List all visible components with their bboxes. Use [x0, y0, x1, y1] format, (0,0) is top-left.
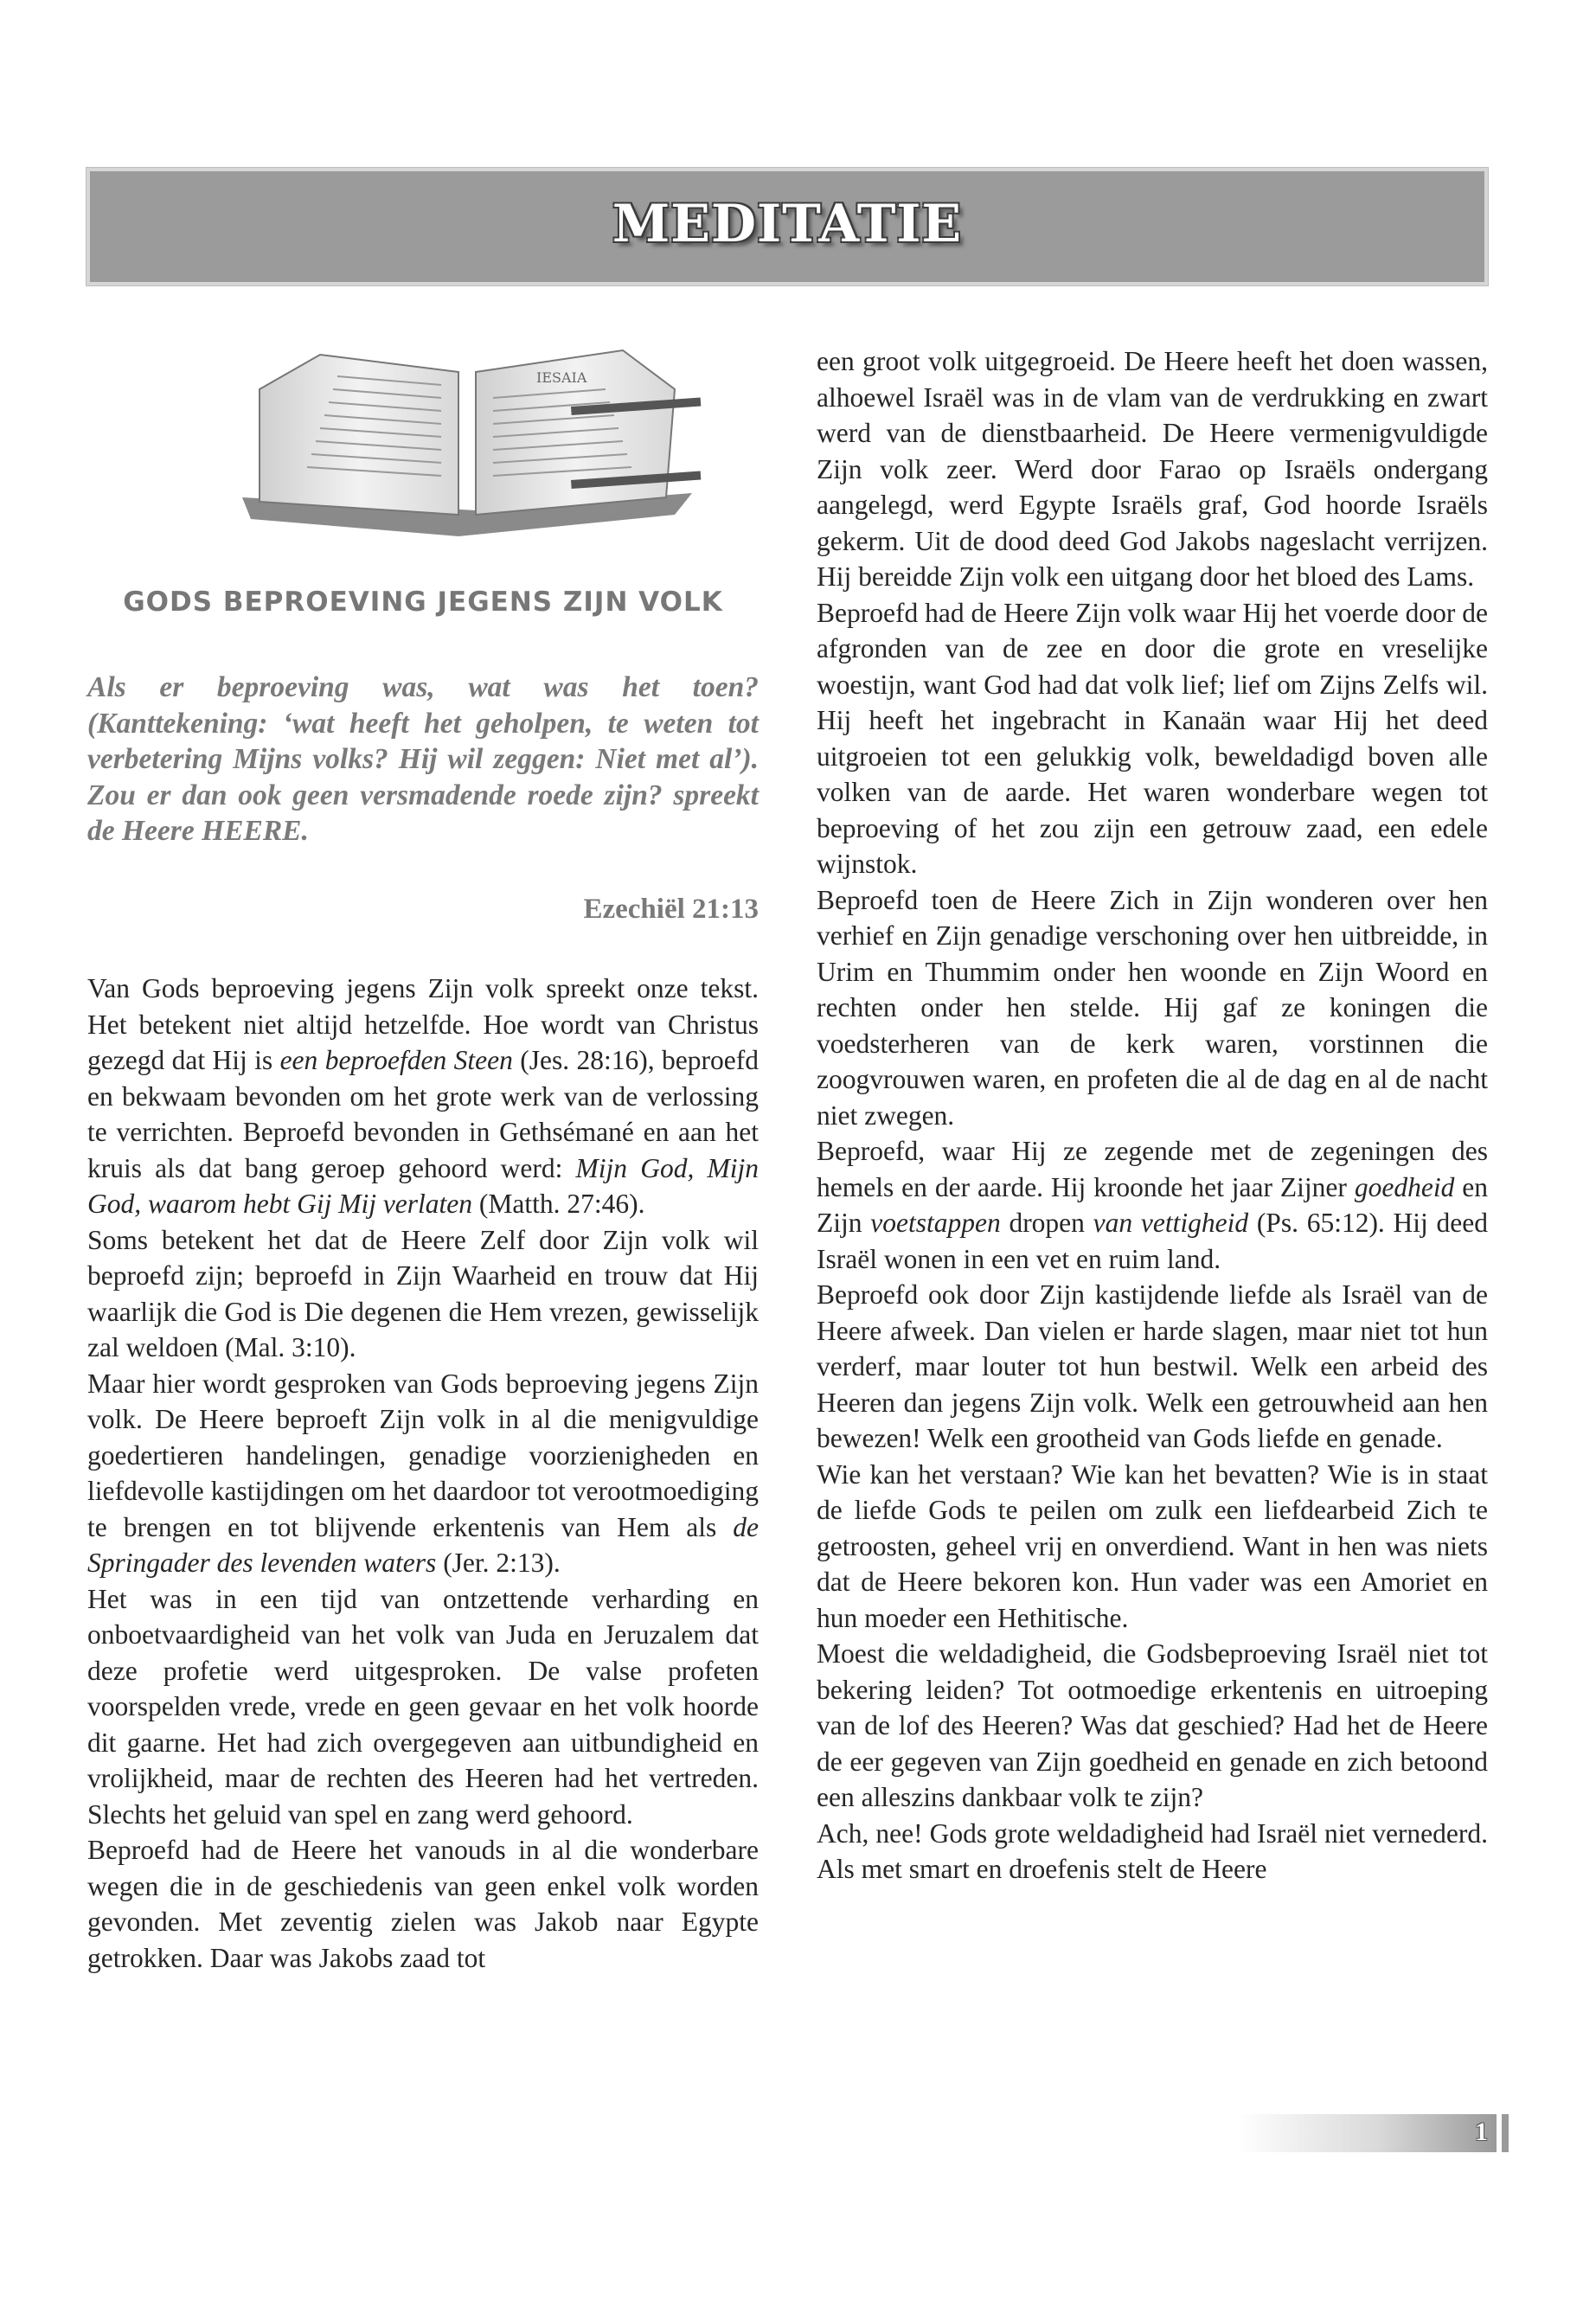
- paragraph: Moest die weldadigheid, die Godsbeproeving Israël niet tot bekering leiden? Tot ootmoedige erkentenis en uitroeping van de lof des Heeren? Was dat geschied? Had het de Heere de eer gegeven van Zijn goedheid en genade en zich betoond een alleszins dankbaar volk te zijn?: [817, 1638, 1488, 1812]
- paragraph: Wie kan het verstaan? Wie kan het bevatten? Wie is in staat de liefde Gods te peilen om zulk een liefdearbeid Zich te getroosten, geheel vrij en onverdiend. Want in hen was niets dat de Heere bekoren kon. Hun vader was een Amoriet en hun moeder een Hethitische.: [817, 1458, 1488, 1633]
- paragraph: Soms betekent het dat de Heere Zelf door Zijn volk wil beproefd zijn; beproefd in Zijn Waarheid en trouw dat Hij waarlijk die God is Die degenen die Hem vrezen, gewisselijk zal weldoen (Mal. 3:10).: [87, 1224, 759, 1362]
- page-footer: [1237, 2114, 1497, 2152]
- section-banner: [87, 168, 1488, 285]
- page-number: 1: [1475, 2118, 1488, 2146]
- bible-book-title: IESAIA: [536, 369, 587, 386]
- footer-edge: [1502, 2114, 1509, 2152]
- paragraph: Beproefd, waar Hij ze zegende met de zegeningen des hemels en der aarde. Hij kroonde het jaar Zijner goedheid en Zijn voetstappen dropen van vettigheid (Ps. 65:12). Hij deed Israël wonen in een vet en ruim land.: [817, 1136, 1489, 1274]
- banner-title: MEDITATIE: [612, 194, 963, 254]
- paragraph: een groot volk uitgegroeid. De Heere heeft het doen wassen, alhoewel Israël was in de vlam van de verdrukking en zwart werd van de dienstbaarheid. De Heere vermenigvuldigde Zijn volk zeer. Werd door Farao op Israëls ondergang aangelegd, werd Egypte Israëls graf, God hoorde Israëls gekerm. Uit de dood deed God Jakobs nageslacht verrijzen. Hij bereidde Zijn volk een uitgang door het bloed des Lams.: [817, 346, 1488, 592]
- paragraph: Beproefd ook door Zijn kastijdende liefde als Israël van de Heere afweek. Dan vielen er harde slagen, maar niet tot hun verderf, maar louter tot hun bestwil. Welk een arbeid des Heeren dan jegens Zijn volk. Welk een getrouwheid aan hen bewezen! Welk een grootheid van Gods liefde en genade.: [817, 1279, 1488, 1453]
- paragraph: Beproefd had de Heere het vanouds in al die wonderbare wegen die in de geschiedenis van geen enkel volk worden gevonden. Met zeventig zielen was Jakob naar Egypte getrokken. Daar was Jakobs zaad tot: [87, 1835, 759, 1973]
- right-column: [817, 343, 1488, 1888]
- article-heading: GODS BEPROEVING JEGENS ZIJN VOLK: [123, 586, 723, 618]
- paragraph: Beproefd toen de Heere Zich in Zijn wonderen over hen verhief en Zijn genadige verschoning over hen uitbreidde, in Urim en Thummim onder hen woonde en Zijn Woord en rechten onder hen stelde. Hij gaf ze koningen die voedsterheren van de kerk waren, vorstinnen die zoogvrouwen waren, en profeten die al de dag en al de nacht niet zwegen.: [817, 884, 1488, 1131]
- paragraph: Het was in een tijd van ontzettende verharding en onboetvaardigheid van het volk van Juda en Jeruzalem dat deze profetie werd uitgesproken. De valse profeten voorspelden vrede, vrede en geen gevaar en het volk hoorde dit gaarne. Het had zich overgegeven aan uitbundigheid en vrolijkheid, maar de rechten des Heeren had het vertreden. Slechts het geluid van spel en zang werd gehoord.: [87, 1583, 759, 1830]
- scripture-reference: Ezechiël 21:13: [583, 894, 759, 925]
- paragraph: Beproefd had de Heere Zijn volk waar Hij het voerde door de afgronden van de zee en door die grote en vreselijke woestijn, want God had dat volk lief; lief om Zijns Zelfs wil. Hij heeft het ingebracht in Kanaän waar Hij het deed uitgroeien tot een gelukkig volk, beweldadigd boven alle volken van de aarde. Het waren wonderbare wegen tot beproeving of het zou zijn een getrouw zaad, een edele wijnstok.: [817, 597, 1488, 879]
- scripture-quote: Als er beproeving was, wat was het toen? (Kanttekening: ‘wat heeft het geholpen, te weten tot verbetering Mijns volks? Hij wil zeggen: Niet met al’). Zou er dan ook geen versmadende roede zijn? spreekt de Heere HEERE.: [87, 671, 759, 847]
- open-bible-icon: [225, 337, 709, 536]
- paragraph: Van Gods beproeving jegens Zijn volk spreekt onze tekst. Het betekent niet altijd hetzelfde. Hoe wordt van Christus gezegd dat Hij is een beproefden Steen (Jes. 28:16), beproefd en bekwaam bevonden om het grote werk van de verlossing te verrichten. Beproefd bevonden in Gethsémané en aan het kruis als dat bang geroep gehoord werd: Mijn God, Mijn God, waarom hebt Gij Mij verlaten (Matth. 27:46).: [87, 973, 759, 1219]
- paragraph: Maar hier wordt gesproken van Gods beproeving jegens Zijn volk. De Heere beproeft Zijn volk in al die menigvuldige goedertieren handelingen, genadige voorzienigheden en liefdevolle kastijdingen om het daardoor tot verootmoediging te brengen en tot blijvende erkentenis van Hem als de Springader des levenden waters (Jer. 2:13).: [87, 1368, 759, 1578]
- paragraph: Ach, nee! Gods grote weldadigheid had Israël niet vernederd. Als met smart en droefenis stelt de Heere: [817, 1817, 1488, 1884]
- left-column: [87, 971, 759, 1976]
